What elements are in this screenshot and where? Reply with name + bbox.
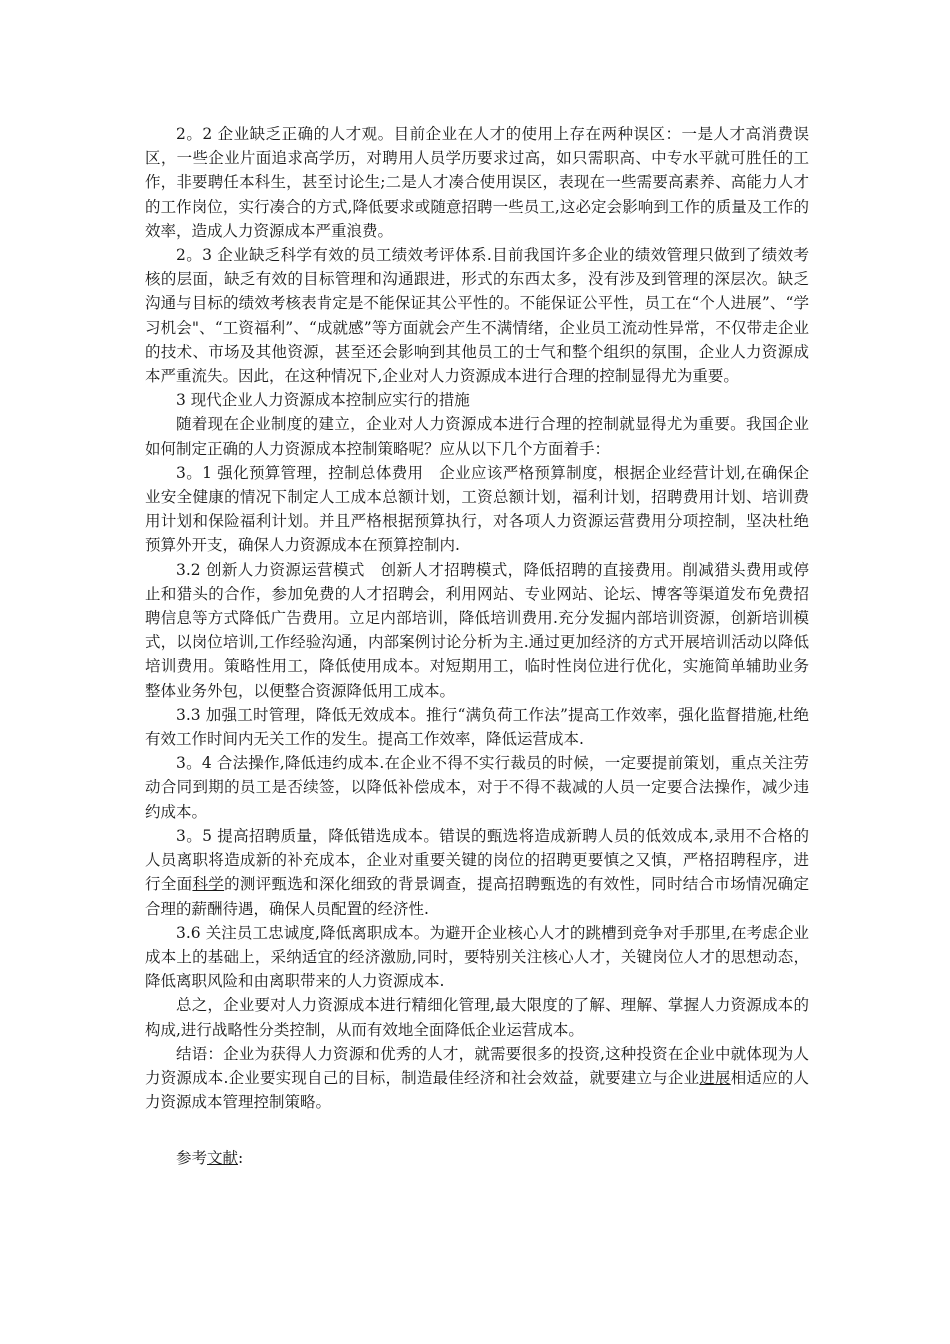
- paragraph-summary: 总之，企业要对人力资源成本进行精细化管理,最大限度的了解、理解、掌握人力资源成本的构成,进行战略性分类控制，从而有效地全面降低企业运营成本。: [145, 996, 809, 1039]
- science-link[interactable]: 科学: [192, 875, 225, 894]
- paragraph-3-1: 3。1 强化预算管理，控制总体费用 企业应该严格预算制度，根据企业经营计划,在确保企业安全健康的情况下制定人工成本总额计划，工资总额计划，福利计划，招聘费用计划、培训费用计划和保险福利计划。并且严格根据预算执行，对各项人力资源运营费用分项控制，坚决杜绝预算外开支，确保人力资源成本在预算控制内.: [145, 463, 809, 555]
- paragraph-conclusion: [145, 1042, 809, 1115]
- document-body: [145, 122, 809, 1171]
- paragraph-2-3: 2。3 企业缺乏科学有效的员工绩效考评体系.目前我国许多企业的绩效管理只做到了绩效考核的层面，缺乏有效的目标管理和沟通跟进，形式的东西太多，没有涉及到管理的深层次。缺乏沟通与目标的绩效考核表肯定是不能保证其公平性的。不能保证公平性，员工在“个人进展”、“学习机会"、“工资福利”、“成就感”等方面就会产生不满情绪，企业员工流动性异常，不仅带走企业的技术、市场及其他资源，甚至还会影响到其他员工的士气和整个组织的氛围，企业人力资源成本严重流失。因此，在这种情况下,企业对人力资源成本进行合理的控制显得尤为重要。: [145, 246, 809, 386]
- references-text-before: 参考: [176, 1149, 208, 1168]
- paragraph-3-4: 3。4 合法操作,降低违约成本.在企业不得不实行裁员的时候，一定要提前策划，重点关注劳动合同到期的员工是否续签，以降低补偿成本，对于不得不裁减的人员一定要合法操作，减少违约成本。: [145, 754, 809, 821]
- paragraph-3-5-text-before: 3。5 提高招聘质量，降低错选成本。错误的甄选将造成新聘人员的低效成本,录用不合格的人员离职将造成新的补充成本，企业对重要关键的岗位的招聘更要慎之又慎，严格招聘程序，进行全面: [145, 826, 809, 894]
- paragraph-3-6: 3.6 关注员工忠诚度,降低离职成本。为避开企业核心人才的跳槽到竞争对手那里,在考虑企业成本上的基础上，采纳适宜的经济激励,同时，要特别关注核心人才，关键岗位人才的思想动态，降低离职风险和由离职带来的人力资源成本.: [145, 923, 809, 991]
- references-text-after: :: [238, 1149, 244, 1168]
- literature-link[interactable]: 文献: [207, 1149, 239, 1168]
- paragraph-section-3-intro: 随着现在企业制度的建立，企业对人力资源成本进行合理的控制就显得尤为重要。我国企业如何制定正确的人力资源成本控制策略呢？应从以下几个方面着手：: [145, 415, 809, 458]
- paragraph-3-5: [145, 824, 809, 921]
- paragraph-2-2: 2。2 企业缺乏正确的人才观。目前企业在人才的使用上存在两种误区：一是人才高消费误区，一些企业片面追求高学历，对聘用人员学历要求过高，如只需职高、中专水平就可胜任的工作，非要聘任本科生，甚至讨论生;二是人才凑合使用误区，表现在一些需要高素养、高能力人才的工作岗位，实行凑合的方式,降低要求或随意招聘一些员工,这必定会影响到工作的质量及工作的效率，造成人力资源成本严重浪费。: [145, 125, 809, 240]
- section-heading-3: 3 现代企业人力资源成本控制应实行的措施: [176, 391, 470, 410]
- conclusion-text-before: 结语：企业为获得人力资源和优秀的人才，就需要很多的投资,这种投资在企业中就体现为人力资源成本.企业要实现自己的目标，制造最佳经济和社会效益，就要建立与企业: [145, 1044, 809, 1087]
- paragraph-3-5-text-after: 的测评甄选和深化细致的背景调查，提高招聘甄选的有效性，同时结合市场情况确定合理的薪酬待遇，确保人员配置的经济性.: [145, 875, 809, 918]
- paragraph-3-2: 3.2 创新人力资源运营模式 创新人才招聘模式，降低招聘的直接费用。削减猎头费用或停止和猎头的合作，参加免费的人才招聘会，利用网站、专业网站、论坛、博客等渠道发布免费招聘信息等方式降低广告费用。立足内部培训，降低培训费用.充分发掘内部培训资源，创新培训模式，以岗位培训,工作经验沟通，内部案例讨论分析为主.通过更加经济的方式开展培训活动以降低培训费用。策略性用工，降低使用成本。对短期用工，临时性岗位进行优化，实施简单辅助业务整体业务外包，以便整合资源降低用工成本。: [145, 560, 809, 700]
- paragraph-3-3: 3.3 加强工时管理，降低无效成本。推行“满负荷工作法”提高工作效率，强化监督措施,杜绝有效工作时间内无关工作的发生。提高工作效率，降低运营成本.: [145, 705, 809, 749]
- development-link[interactable]: 进展: [699, 1068, 731, 1087]
- conclusion-text-after: 相适应的人力资源成本管理控制策略。: [145, 1068, 809, 1112]
- references-heading: [145, 1146, 809, 1170]
